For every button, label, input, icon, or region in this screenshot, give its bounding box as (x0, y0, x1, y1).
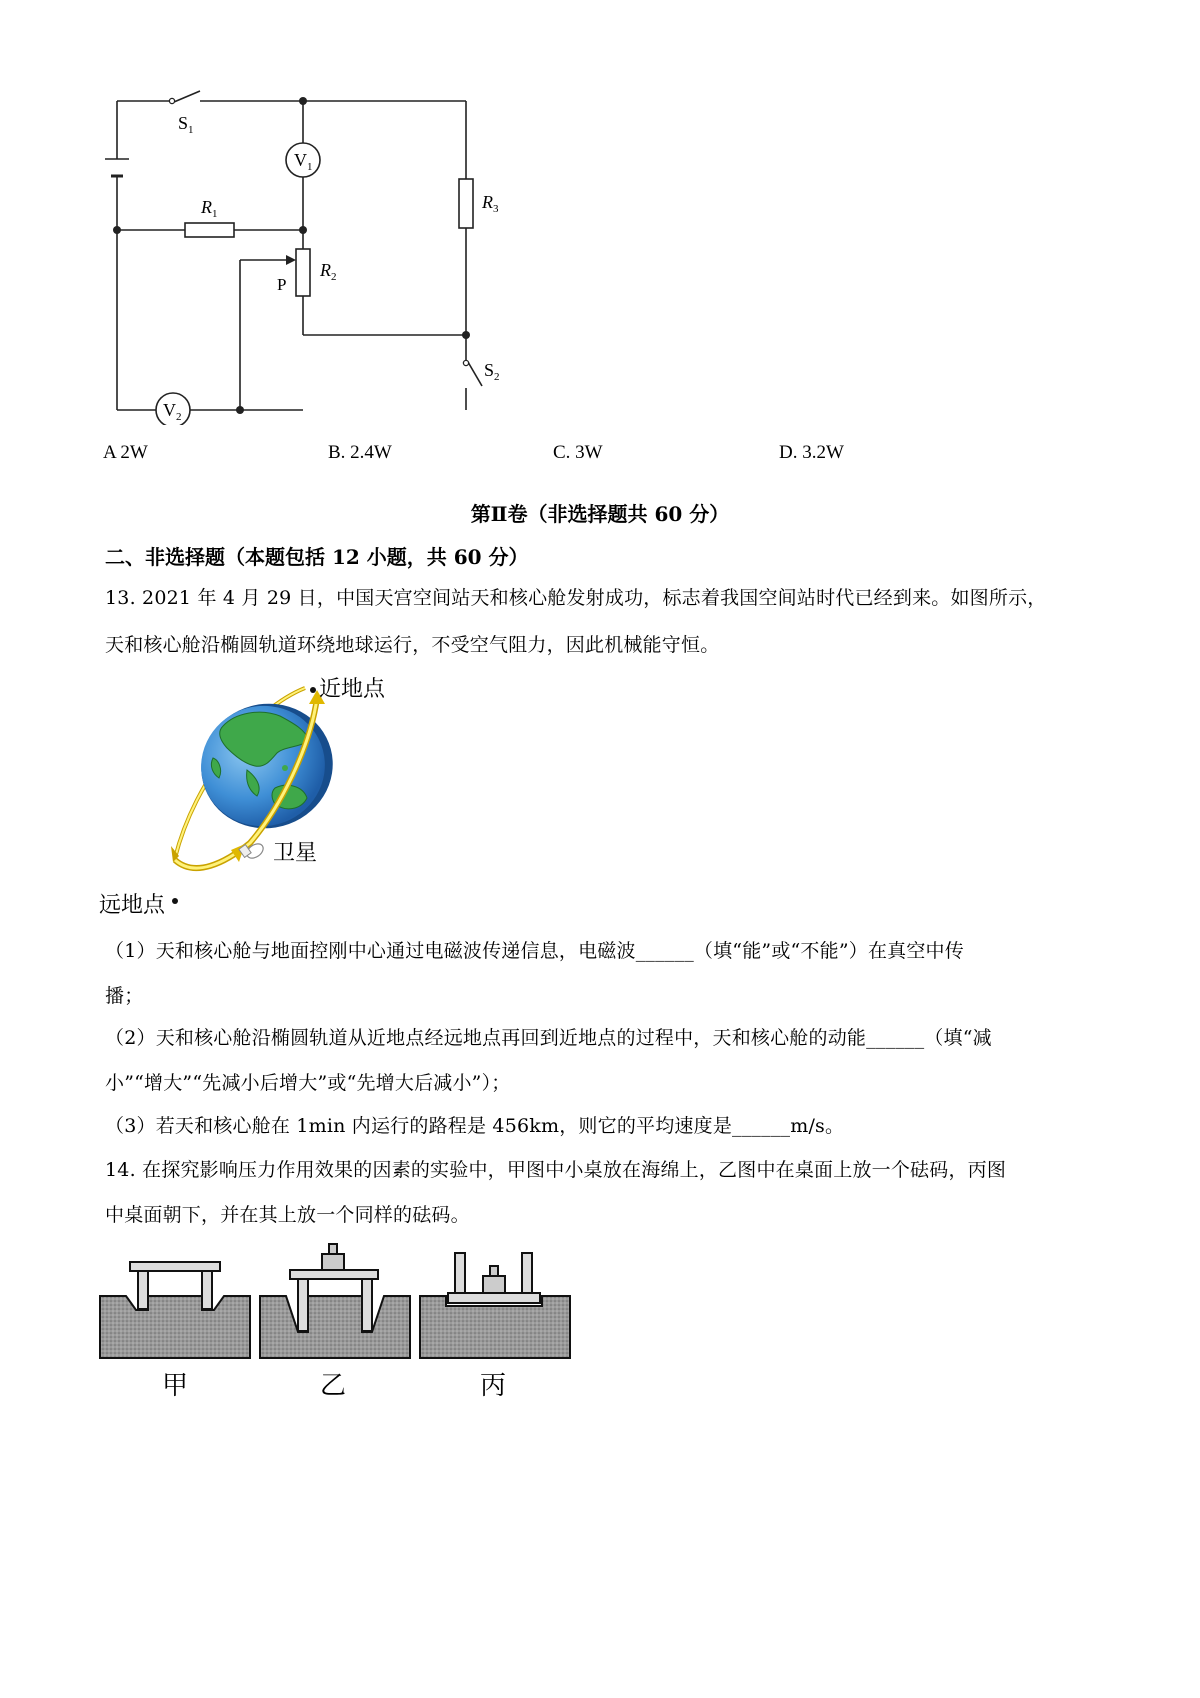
rheostat-r2 (296, 249, 310, 296)
r1-label: $R_1$ (201, 197, 218, 220)
option-a: A 2W (103, 442, 148, 463)
orbit-figure (95, 668, 405, 918)
sponge-a (100, 1296, 250, 1358)
q13-stem-line1: 13. 2021 年 4 月 29 日，中国天宫空间站天和核心舱发射成功，标志着我国空间站时代已经到来。如图所示， (105, 587, 1047, 609)
apogee-dot (172, 898, 178, 904)
table-leg (138, 1271, 148, 1309)
option-c: C. 3W (553, 442, 603, 463)
setup-b (260, 1244, 410, 1358)
q13-sub2-line2: 小”“增大”“先减小后增大”或“先增大后减小”）； (105, 1072, 511, 1094)
slider-arrow-icon (286, 255, 296, 265)
v2-label: $V_2$ (163, 400, 182, 423)
q13-sub1-line2: 播； (105, 985, 144, 1007)
junction-dot (113, 226, 121, 234)
part-title: 二、非选择题（本题包括 12 小题，共 60 分） (105, 545, 529, 569)
r3-label: $R_3$ (482, 192, 499, 215)
q14-stem-line1: 14. 在探究影响压力作用效果的因素的实验中，甲图中小桌放在海绵上，乙图中在桌面上放一个砝码，丙图 (105, 1159, 1007, 1181)
q13-sub3: （3）若天和核心舱在 1min 内运行的路程是 456km，则它的平均速度是______m/s。 (105, 1115, 845, 1137)
resistor-r3 (459, 179, 473, 228)
weight-c (483, 1276, 505, 1293)
satellite-label: 卫星 (273, 841, 318, 866)
r2-label: $R_2$ (320, 260, 337, 283)
label-jia: 甲 (162, 1371, 189, 1401)
table-top-c (448, 1293, 540, 1303)
setup-c (420, 1253, 570, 1358)
s2-label: $S_2$ (484, 360, 500, 383)
junction-dot (299, 226, 307, 234)
volume-title: 第Ⅱ卷（非选择题共 60 分） (470, 502, 730, 526)
s1-label: $S_1$ (178, 113, 194, 136)
option-b: B. 2.4W (328, 442, 392, 463)
q13-stem-line2: 天和核心舱沿椭圆轨道环绕地球运行，不受空气阻力，因此机械能守恒。 (105, 634, 720, 656)
sponge-experiment-figure (98, 1236, 574, 1401)
junction-dot (462, 331, 470, 339)
setup-a (100, 1262, 250, 1358)
table-leg (362, 1279, 372, 1331)
label-yi: 乙 (320, 1371, 347, 1401)
perigee-dot (310, 687, 316, 693)
weight-knob (490, 1266, 498, 1276)
table-leg (298, 1279, 308, 1331)
table-leg (455, 1253, 465, 1293)
table-top-a (130, 1262, 220, 1271)
sponge-b (260, 1296, 410, 1358)
table-leg (522, 1253, 532, 1293)
switch-s2-pivot (463, 360, 468, 365)
switch-s1-pivot (169, 98, 174, 103)
weight-b (322, 1254, 344, 1270)
q13-sub1-line1: （1）天和核心舱与地面控刚中心通过电磁波传递信息，电磁波______（填“能”或“不能”）在真空中传 (105, 940, 964, 962)
p-label: P (277, 275, 287, 294)
junction-dot (299, 97, 307, 105)
option-d: D. 3.2W (779, 442, 844, 463)
apogee-label: 远地点 (99, 893, 166, 918)
perigee-label: 近地点 (319, 677, 386, 702)
resistor-r1 (185, 223, 234, 237)
q14-stem-line2: 中桌面朝下，并在其上放一个同样的砝码。 (105, 1204, 470, 1226)
sponge-c (420, 1296, 570, 1358)
circuit-diagram (100, 80, 540, 425)
table-leg (202, 1271, 212, 1309)
table-top-b (290, 1270, 378, 1279)
weight-knob (329, 1244, 337, 1254)
label-bing: 丙 (480, 1371, 507, 1401)
v1-label: $V_1$ (294, 150, 313, 173)
junction-dot (236, 406, 244, 414)
q13-sub2-line1: （2）天和核心舱沿椭圆轨道从近地点经远地点再回到近地点的过程中，天和核心舱的动能______（填“减 (105, 1027, 992, 1049)
